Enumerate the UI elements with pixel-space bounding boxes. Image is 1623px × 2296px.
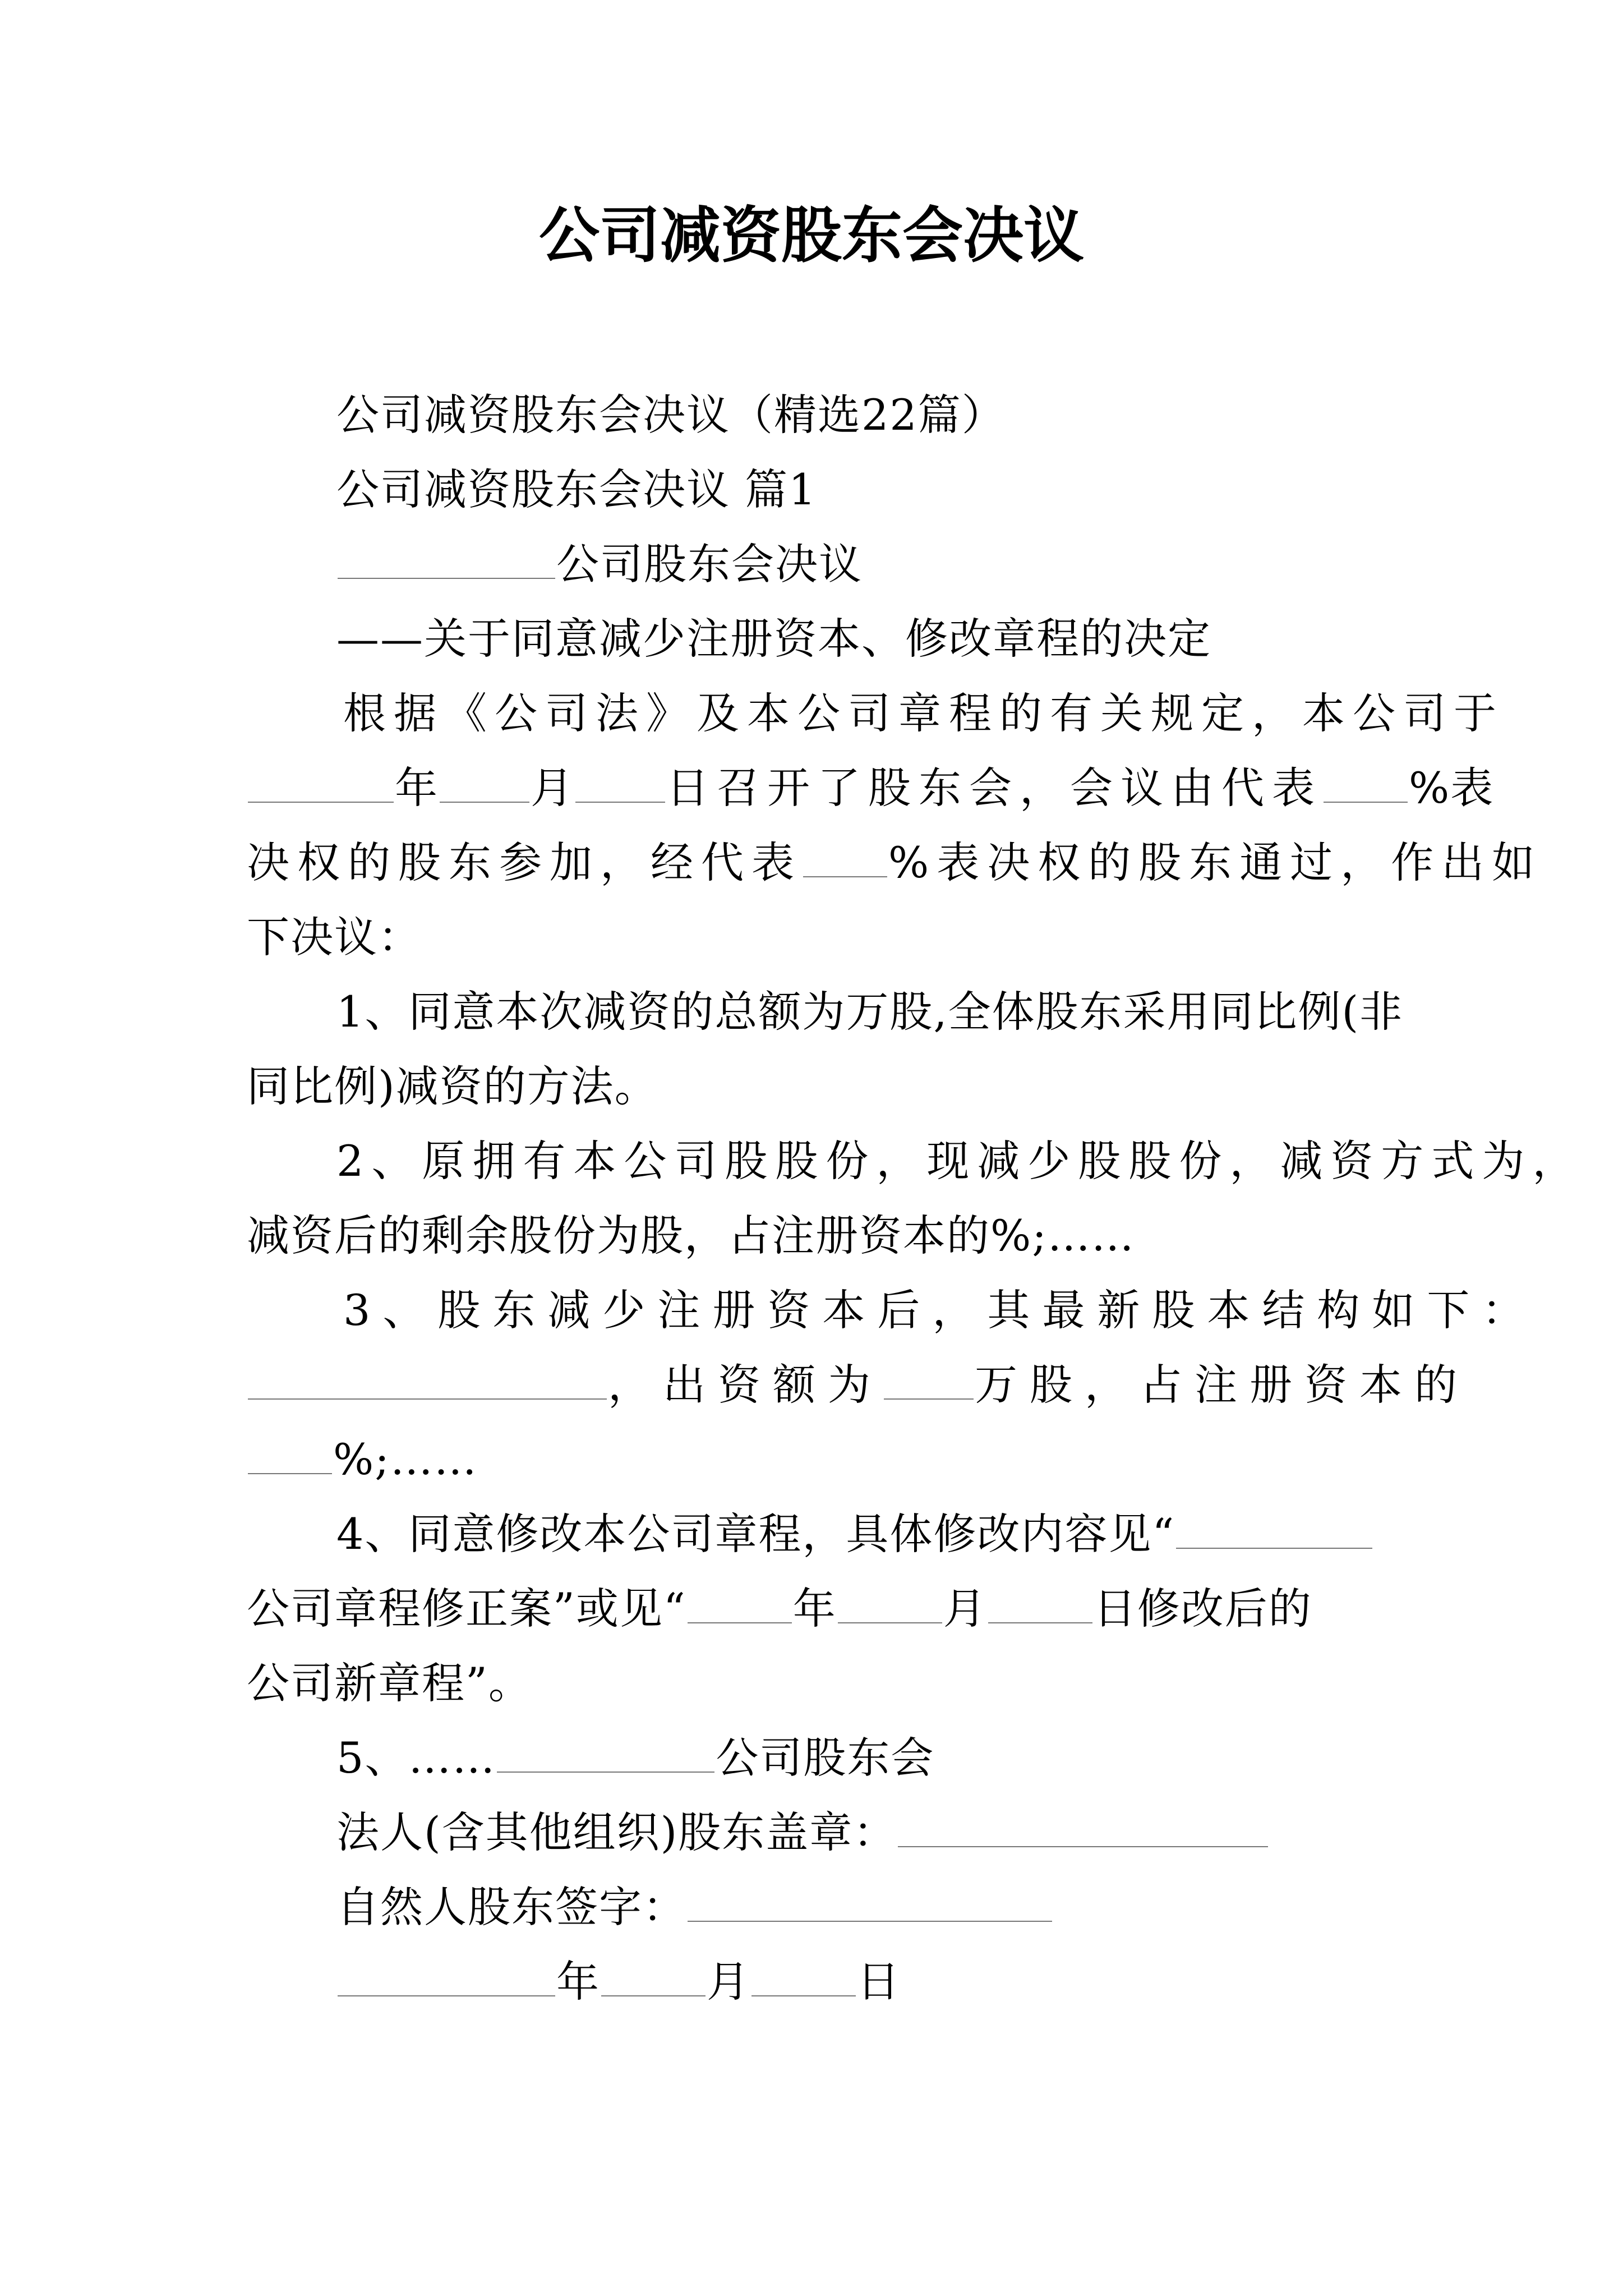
intro-text-1: 根据《公司法》及本公司章程的有关规定，本公司于: [343, 688, 1504, 738]
collection-heading: [336, 387, 1006, 443]
intro-text-3: %表: [1409, 763, 1495, 813]
resolution-title-line: [336, 536, 863, 592]
document-title: 公司减资股东会决议: [538, 200, 1084, 271]
paragraph-intro-line1: [343, 685, 1504, 742]
item-3-text-4: %;……: [333, 1434, 478, 1484]
item-4-text-1: 4、同意修改本公司章程，具体修改内容见“: [336, 1509, 1175, 1559]
item-4-line2: [247, 1581, 1312, 1637]
intro-text-6: 下决议：: [247, 912, 422, 962]
natural-person-signature-line: [336, 1879, 1053, 1935]
amendment-day-blank: [988, 1586, 1092, 1623]
amendment-company-blank: [1176, 1512, 1372, 1549]
item-3-text-2: ，出资额为: [608, 1360, 883, 1410]
signing-year-blank: [338, 1959, 555, 1996]
amendment-year-blank: [688, 1586, 792, 1623]
attendance-percent-blank: [1324, 766, 1408, 803]
signing-day-label: 日: [857, 1957, 901, 2007]
item-2-line1: [336, 1133, 1583, 1189]
month-blank: [440, 766, 529, 803]
amendment-month-label: 月: [943, 1584, 987, 1634]
paragraph-intro-line2: [247, 760, 1494, 816]
signing-date-line: [336, 1954, 901, 2010]
item-1-text-2: 同比例)减资的方法。: [247, 1061, 658, 1111]
company-name-blank: [338, 542, 555, 579]
resolution-subtitle-text: ——关于同意减少注册资本、修改章程的决定: [336, 614, 1211, 664]
item-1-line1: [336, 984, 1403, 1040]
signing-company-blank: [497, 1736, 714, 1773]
legal-person-seal-blank: [898, 1810, 1268, 1847]
natural-person-signature-blank: [688, 1885, 1052, 1922]
signing-month-blank: [601, 1959, 706, 1996]
day-blank: [575, 766, 665, 803]
intro-text-2: 日召开了股东会，会议由代表: [666, 763, 1322, 813]
article-heading-text: 公司减资股东会决议 篇1: [336, 464, 817, 514]
resolution-title-text: 公司股东会决议: [556, 539, 863, 589]
item-4-text-4: 公司新章程”。: [247, 1658, 532, 1708]
item-3-line3: [247, 1432, 478, 1488]
intro-text-4: 决权的股东参加，经代表: [247, 838, 802, 887]
item-1-line2: [247, 1059, 658, 1115]
amendment-month-blank: [838, 1586, 942, 1623]
natural-person-signature-label: 自然人股东签字：: [336, 1882, 686, 1932]
item-1-text-1: 1、同意本次减资的总额为万股,全体股东采用同比例(非: [336, 987, 1404, 1037]
approval-percent-blank: [803, 840, 887, 877]
signing-day-blank: [751, 1959, 856, 1996]
item-4-line3: [247, 1655, 532, 1711]
month-label: 月: [531, 763, 574, 813]
resolution-subtitle: [336, 611, 1211, 667]
item-2-line2: [247, 1208, 1135, 1264]
paragraph-intro-line3: [247, 835, 1542, 891]
legal-person-seal-label: 法人(含其他组织)股东盖章：: [336, 1807, 897, 1857]
article-heading: [336, 462, 817, 518]
item-4-text-3: 日修改后的: [1093, 1584, 1312, 1634]
shareholder-name-blank: [248, 1363, 607, 1400]
item-4-line1: [336, 1506, 1373, 1562]
item-3-line1: [343, 1282, 1537, 1338]
item-5-text: 5、……: [336, 1733, 496, 1783]
item-3-text-3: 万股，占注册资本的: [975, 1360, 1469, 1410]
signing-month-label: 月: [707, 1957, 750, 2007]
item-3-line2: [247, 1357, 1469, 1413]
signing-year-label: 年: [556, 1957, 600, 2007]
capital-percent-blank: [248, 1437, 332, 1474]
year-blank: [248, 766, 394, 803]
collection-heading-text: 公司减资股东会决议（精选22篇）: [336, 390, 1006, 440]
amendment-year-label: 年: [792, 1584, 837, 1634]
item-2-text-2: 减资后的剩余股份为股，占注册资本的%;……: [247, 1211, 1135, 1260]
legal-person-seal-line: [336, 1805, 1269, 1861]
year-label: 年: [395, 763, 439, 813]
item-4-text-2: 公司章程修正案”或见“: [247, 1584, 686, 1634]
intro-text-5: %表决权的股东通过，作出如: [888, 838, 1543, 887]
signing-company-label: 公司股东会: [716, 1733, 935, 1783]
item-2-text-1: 2、原拥有本公司股股份，现减少股股份，减资方式为，: [336, 1136, 1583, 1186]
contribution-amount-blank: [884, 1363, 974, 1400]
paragraph-intro-line4: [247, 909, 422, 965]
item-5-line: [336, 1730, 934, 1786]
item-3-text-1: 3、股东减少注册资本后，其最新股本结构如下：: [343, 1285, 1537, 1335]
